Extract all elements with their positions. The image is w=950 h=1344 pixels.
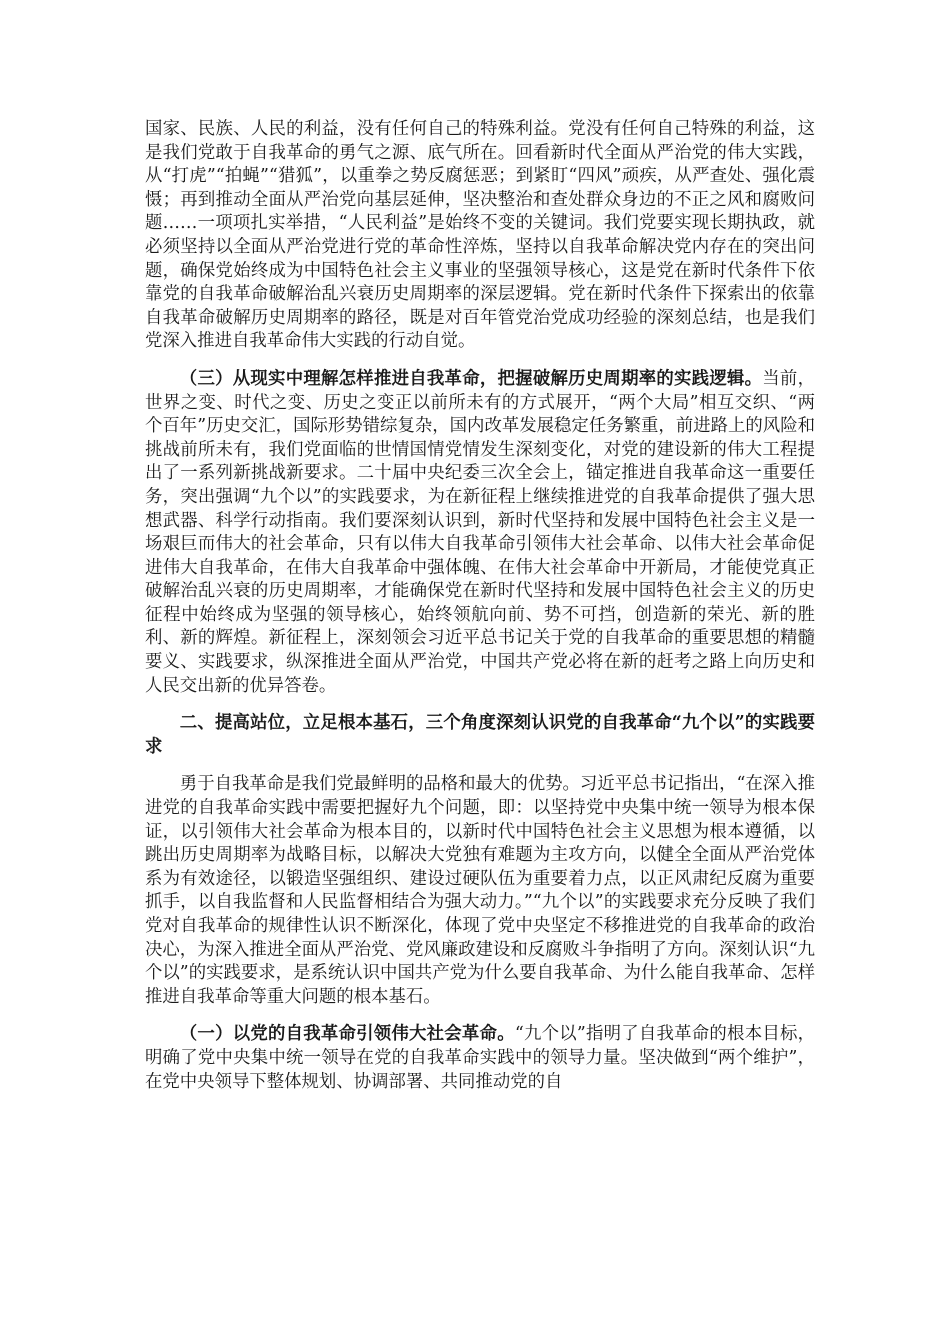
paragraph-text: 勇于自我革命是我们党最鲜明的品格和最大的优势。习近平总书记指出，“在深入推进党的自我革命实践中需要把握好九个问题，即：以坚持党中央集中统一领导为根本保证，以引领伟大社会革命为根本目的，以新时代中国特色社会主义思想为根本遵循，以跳出历史周期率为战略目标，以解决大党独有难题为主攻方向，以健全全面从严治党体系为有效途径，以锻造坚强组织、建设过硬队伍为重要着力点，以正风肃纪反腐为重要抓手，以自我监督和人民监督相结合为强大动力。”“九个以”的实践要求充分反映了我们党对自我革命的规律性认识不断深化，体现了党中央坚定不移推进党的自我革命的政治决心，为深入推进全面从严治党、党风廉政建设和反腐败斗争指明了方向。深刻认识“九个以”的实践要求，是系统认识中国共产党为什么要自我革命、为什么能自我革命、怎样推进自我革命等重大问题的根本基石。 <box>145 774 815 1007</box>
section-heading: （三）从现实中理解怎样推进自我革命，把握破解历史周期率的实践逻辑。 <box>179 368 763 389</box>
paragraph-section-three <box>145 368 815 698</box>
chapter-heading <box>145 712 815 759</box>
paragraph-continuation <box>145 118 815 354</box>
paragraph-subsection-one <box>145 1023 815 1094</box>
paragraph-text: 当前，世界之变、时代之变、历史之变正以前所未有的方式展开，“两个大局”相互交织、“两个百年”历史交汇，国际形势错综复杂，国内改革发展稳定任务繁重，前进路上的风险和挑战前所未有，我们党面临的世情国情党情发生深刻变化，对党的建设新的伟大工程提出了一系列新挑战新要求。二十届中央纪委三次全会上，锚定推进自我革命这一重要任务，突出强调“九个以”的实践要求，为在新征程上继续推进党的自我革命提供了强大思想武器、科学行动指南。我们要深刻认识到，新时代坚持和发展中国特色社会主义是一场艰巨而伟大的社会革命，只有以伟大自我革命引领伟大社会革命、以伟大社会革命促进伟大自我革命，在伟大自我革命中强体魄、在伟大社会革命中开新局，才能使党真正破解治乱兴衰的历史周期率，才能确保党在新时代坚持和发展中国特色社会主义的历史征程中始终成为坚强的领导核心，始终领航向前、势不可挡，创造新的荣光、新的胜利、新的辉煌。新征程上，深刻领会习近平总书记关于党的自我革命的重要思想的精髓要义、实践要求，纵深推进全面从严治党，中国共产党必将在新的赶考之路上向历史和人民交出新的优异答卷。 <box>145 368 815 696</box>
paragraph-text: “九个以”指明了自我革命的根本目标，明确了党中央集中统一领导在党的自我革命实践中的领导力量。坚决做到“两个维护”，在党中央领导下整体规划、协调部署、共同推动党的自 <box>145 1024 815 1092</box>
document-page <box>145 118 815 1108</box>
chapter-heading-text: 二、提高站位，立足根本基石，三个角度深刻认识党的自我革命“九个以”的实践要求 <box>145 713 815 757</box>
paragraph-text: 国家、民族、人民的利益，没有任何自己的特殊利益。党没有任何自己特殊的利益，这是我们党敢于自我革命的勇气之源、底气所在。回看新时代全面从严治党的伟大实践，从“打虎”“拍蝇”“猎狐”，以重拳之势反腐惩恶；到紧盯“四风”顽疾，从严查处、强化震慑；再到推动全面从严治党向基层延伸，坚决整治和查处群众身边的不正之风和腐败问题……一项项扎实举措，“人民利益”是始终不变的关键词。我们党要实现长期执政，就必须坚持以全面从严治党进行党的革命性淬炼，坚持以自我革命解决党内存在的突出问题，确保党始终成为中国特色社会主义事业的坚强领导核心，这是党在新时代条件下依靠党的自我革命破解治乱兴衰历史周期率的深层逻辑。党在新时代条件下探索出的依靠自我革命破解历史周期率的路径，既是对百年管党治党成功经验的深刻总结，也是我们党深入推进自我革命伟大实践的行动自觉。 <box>145 119 815 352</box>
section-heading: （一）以党的自我革命引领伟大社会革命。 <box>179 1024 515 1045</box>
paragraph-nine-requirements <box>145 773 815 1009</box>
